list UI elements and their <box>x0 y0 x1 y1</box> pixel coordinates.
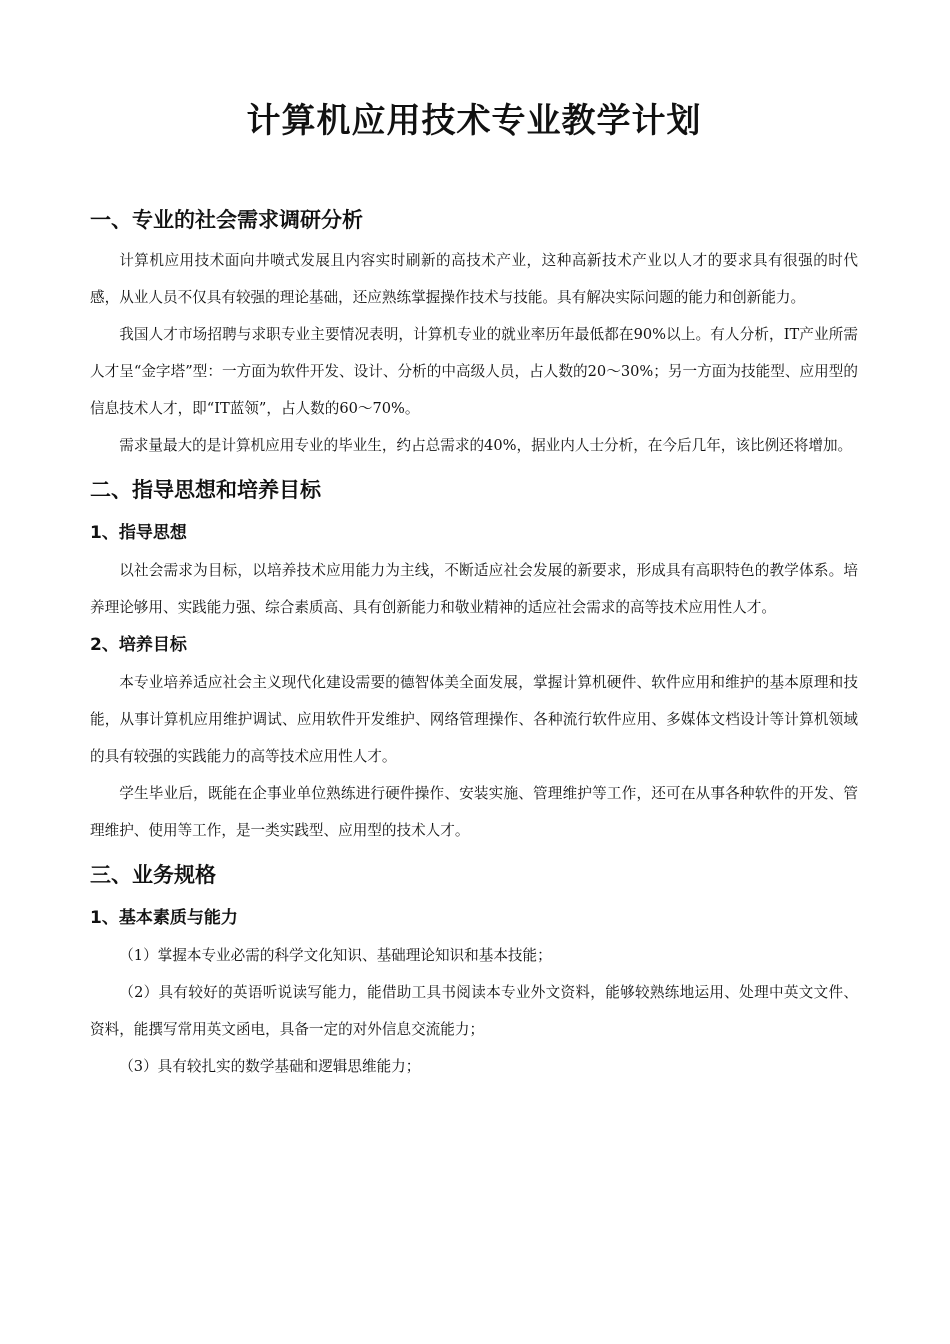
paragraph: 学生毕业后，既能在企事业单位熟练进行硬件操作、安装实施、管理维护等工作，还可在从事各种软件的开发、管理维护、使用等工作，是一类实践型、应用型的技术人才。 <box>90 785 858 839</box>
list-item: （2）具有较好的英语听说读写能力，能借助工具书阅读本专业外文资料，能够较熟练地运用、处理中英文文件、资料，能撰写常用英文函电，具备一定的对外信息交流能力； <box>90 984 858 1038</box>
section-heading-guiding-ideology: 二、指导思想和培养目标 <box>90 478 321 502</box>
document-title: 计算机应用技术专业教学计划 <box>246 101 702 141</box>
paragraph: 我国人才市场招聘与求职专业主要情况表明，计算机专业的就业率历年最低都在90%以上。有人分析，IT产业所需人才呈“金字塔”型：一方面为软件开发、设计、分析的中高级人员，占人数的20～30%；另一方面为技能型、应用型的信息技术人才，即“IT蓝领”，占人数的60～70%。 <box>90 326 858 417</box>
paragraph: 以社会需求为目标，以培养技术应用能力为主线，不断适应社会发展的新要求，形成具有高职特色的教学体系。培养理论够用、实践能力强、综合素质高、具有创新能力和敬业精神的适应社会需求的高等技术应用性人才。 <box>90 562 858 616</box>
sub-heading-basic-quality: 1、基本素质与能力 <box>90 908 238 928</box>
section-heading-business-spec: 三、业务规格 <box>90 863 216 887</box>
list-item: （1）掌握本专业必需的科学文化知识、基础理论知识和基本技能； <box>119 947 552 964</box>
sub-heading-training-goal: 2、培养目标 <box>90 635 187 655</box>
paragraph: 本专业培养适应社会主义现代化建设需要的德智体美全面发展，掌握计算机硬件、软件应用和维护的基本原理和技能，从事计算机应用维护调试、应用软件开发维护、网络管理操作、各种流行软件应用、多媒体文档设计等计算机领域的具有较强的实践能力的高等技术应用性人才。 <box>90 674 858 765</box>
document-body <box>90 202 858 1085</box>
section-heading-demand-analysis: 一、专业的社会需求调研分析 <box>90 208 363 232</box>
paragraph: 计算机应用技术面向井喷式发展且内容实时刷新的高技术产业，这种高新技术产业以人才的要求具有很强的时代感，从业人员不仅具有较强的理论基础，还应熟练掌握操作技术与技能。具有解决实际问题的能力和创新能力。 <box>90 252 858 306</box>
paragraph: 需求量最大的是计算机应用专业的毕业生，约占总需求的40%，据业内人士分析，在今后几年，该比例还将增加。 <box>119 437 853 454</box>
sub-heading-guiding-thought: 1、指导思想 <box>90 523 187 543</box>
list-item: （3）具有较扎实的数学基础和逻辑思维能力； <box>119 1058 421 1075</box>
